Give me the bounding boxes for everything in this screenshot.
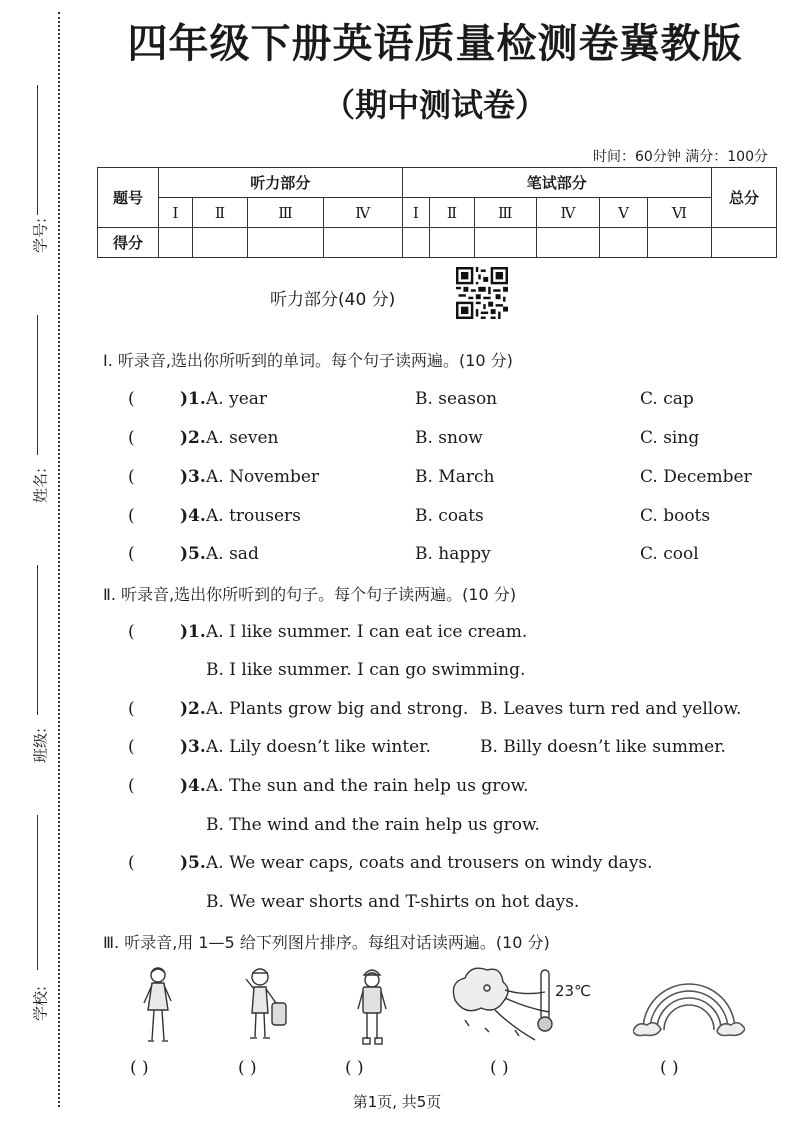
page-footer: 第1页, 共5页 [352,1093,442,1111]
listening-col: Ⅰ [159,198,193,228]
option-a: A. seven [206,428,279,448]
name-label: 姓名: [31,467,50,504]
answer-paren[interactable]: ( [128,853,135,873]
qr-code-icon[interactable] [456,267,508,319]
option-b: B. snow [415,428,483,448]
part2-title: Ⅱ. 听录音,选出你所听到的句子。每个句子读两遍。(10 分) [103,585,517,604]
school-label: 学校: [31,985,50,1022]
writing-col: Ⅴ [600,198,647,228]
answer-paren[interactable]: ( [128,389,135,409]
picture-answer-paren[interactable]: ( ) [130,1058,149,1078]
option-c: C. December [640,467,752,487]
listening-col: Ⅲ [247,198,323,228]
answer-paren[interactable]: ( [128,506,135,526]
question-number: )4. [180,506,206,526]
question-number: )2. [180,428,206,448]
school-underline [37,815,38,970]
option-a: A. trousers [206,506,301,526]
class-label: 班级: [31,727,50,764]
name-underline [37,315,38,455]
score-table [97,167,777,258]
picture-answer-paren[interactable]: ( ) [490,1058,509,1078]
student-number-label: 学号: [31,217,50,254]
writing-col: Ⅱ [430,198,475,228]
option-a: A. Plants grow big and strong. [206,699,469,719]
picture-answer-paren[interactable]: ( ) [345,1058,364,1078]
boy-with-bag-picture [238,965,290,1050]
score-row-label: 得分 [98,228,159,258]
total-header: 总分 [712,168,777,228]
option-b: B. season [415,389,498,409]
score-cell[interactable] [193,228,248,258]
name-field [20,315,54,515]
listening-col: Ⅳ [323,198,402,228]
answer-paren[interactable]: ( [128,622,135,642]
girl-summer-picture [138,965,178,1050]
option-c: C. cap [640,389,694,409]
question-number: )3. [180,737,206,757]
listening-header: 听力部分 [159,168,403,198]
winter-kid-picture [352,965,392,1050]
question-number-header: 题号 [98,168,159,228]
score-cell[interactable] [247,228,323,258]
option-a: A. We wear caps, coats and trousers on windy days. [206,853,653,873]
page-subtitle: （期中测试卷） [322,86,547,124]
question-number: )1. [180,622,206,642]
question-number: )2. [180,699,206,719]
part1-title: Ⅰ. 听录音,选出你所听到的单词。每个句子读两遍。(10 分) [103,351,513,370]
answer-paren[interactable]: ( [128,737,135,757]
answer-paren[interactable]: ( [128,467,135,487]
option-c: C. cool [640,544,699,564]
question-number: )3. [180,467,206,487]
temperature-label: 23℃ [555,982,591,1000]
option-a: A. sad [206,544,259,564]
listening-section-heading: 听力部分(40 分) [270,290,396,310]
score-cell[interactable] [323,228,402,258]
picture-answer-paren[interactable]: ( ) [660,1058,679,1078]
option-b: B. We wear shorts and T-shirts on hot days. [206,892,580,912]
option-a: A. The sun and the rain help us grow. [206,776,529,796]
question-number: )5. [180,544,206,564]
score-cell[interactable] [402,228,430,258]
option-b: B. The wind and the rain help us grow. [206,815,540,835]
score-cell[interactable] [430,228,475,258]
option-b: B. Leaves turn red and yellow. [480,699,742,719]
writing-header: 笔试部分 [402,168,712,198]
option-b: B. coats [415,506,484,526]
page-title: 四年级下册英语质量检测卷冀教版 [127,21,743,67]
option-a: A. Lily doesn’t like winter. [206,737,431,757]
option-a: A. November [206,467,320,487]
score-cell[interactable] [600,228,647,258]
class-field [20,565,54,765]
windy-cloud-picture [445,960,600,1055]
score-cell[interactable] [159,228,193,258]
answer-paren[interactable]: ( [128,544,135,564]
total-score-cell[interactable] [712,228,777,258]
option-c: C. sing [640,428,700,448]
time-info: 时间：60分钟 满分：100分 [593,149,768,165]
option-a: A. I like summer. I can eat ice cream. [206,622,528,642]
writing-col: Ⅳ [536,198,600,228]
option-c: C. boots [640,506,711,526]
question-number: )4. [180,776,206,796]
question-number: )1. [180,389,206,409]
option-b: B. Billy doesn’t like summer. [480,737,726,757]
school-field [20,815,54,1035]
option-b: B. March [415,467,495,487]
picture-answer-paren[interactable]: ( ) [238,1058,257,1078]
listening-col: Ⅱ [193,198,248,228]
binding-dotted-line [58,12,60,1107]
answer-paren[interactable]: ( [128,428,135,448]
answer-paren[interactable]: ( [128,699,135,719]
option-b: B. happy [415,544,491,564]
student-number-field [20,85,54,275]
option-b: B. I like summer. I can go swimming. [206,660,526,680]
writing-col: Ⅲ [474,198,536,228]
score-cell[interactable] [536,228,600,258]
answer-paren[interactable]: ( [128,776,135,796]
writing-col: Ⅵ [647,198,711,228]
score-cell[interactable] [474,228,536,258]
rainbow-picture [633,975,745,1040]
class-underline [37,565,38,715]
option-a: A. year [206,389,268,409]
score-cell[interactable] [647,228,711,258]
question-number: )5. [180,853,206,873]
student-number-underline [37,85,38,215]
part3-title: Ⅲ. 听录音,用 1—5 给下列图片排序。每组对话读两遍。(10 分) [103,933,550,952]
writing-col: Ⅰ [402,198,430,228]
